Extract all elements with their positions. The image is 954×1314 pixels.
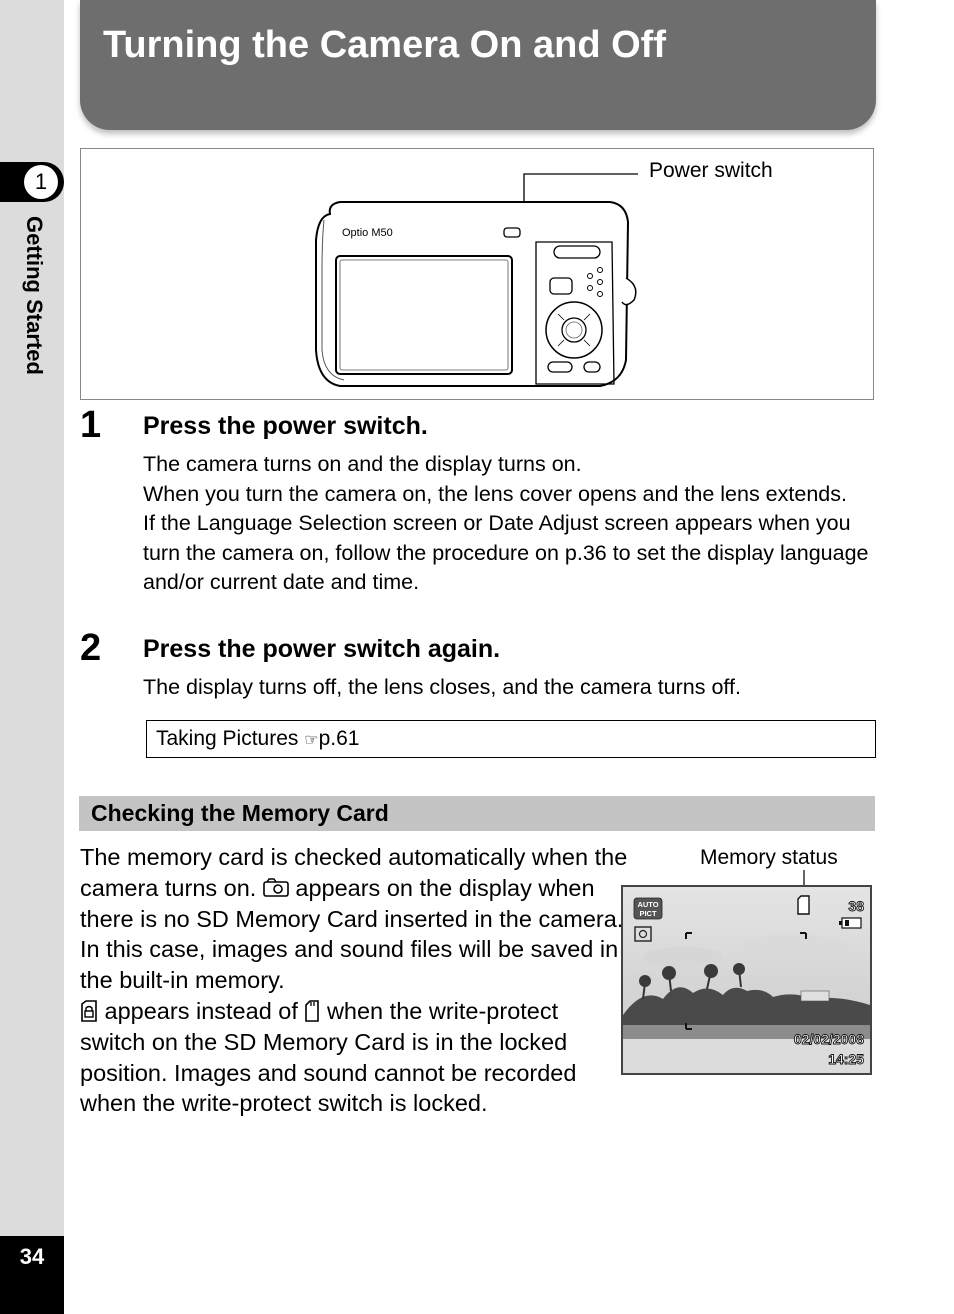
page-title: Turning the Camera On and Off	[103, 24, 666, 66]
memory-status-callout: Memory status	[700, 846, 838, 869]
para2-b: when the write-protect switch on the SD Memory Card is in the locked position. Images and sound cannot be recorded when the write-protect switch is locked.	[80, 997, 577, 1117]
power-switch-callout: Power switch	[649, 159, 773, 182]
step-1-line-1: The camera turns on and the display turns on.	[143, 452, 582, 476]
lcd-mode-bottom: PICT	[639, 909, 657, 918]
sd-card-icon	[304, 1000, 320, 1022]
step-2-number: 2	[80, 627, 102, 669]
lcd-time: 14:25	[828, 1051, 864, 1067]
step-2-line-1: The display turns off, the lens closes, and the camera turns off.	[143, 675, 741, 699]
battery-icon	[842, 918, 861, 928]
memory-status-icon	[798, 896, 809, 914]
locked-sd-card-icon	[80, 1000, 98, 1022]
reference-page[interactable]: p.61	[318, 727, 360, 750]
chapter-title: Getting Started	[22, 216, 47, 375]
lcd-date: 02/02/2008	[793, 1031, 864, 1047]
lcd-shots-remaining: 38	[848, 898, 864, 914]
reference-label: Taking Pictures	[156, 727, 299, 750]
step-1-number: 1	[80, 404, 102, 446]
step-2-heading: Press the power switch again.	[143, 635, 501, 663]
reference-box	[146, 720, 876, 758]
step-1-heading: Press the power switch.	[143, 412, 428, 440]
step-1-line-2: When you turn the camera on, the lens cover opens and the lens extends.	[143, 481, 847, 506]
lcd-display	[621, 885, 872, 1075]
brand-text: Optio M50	[342, 227, 393, 239]
chapter-number: 1	[24, 165, 58, 199]
para1-a: The memory card is checked automatically when the camera turns on.	[80, 844, 628, 901]
page-number: 34	[19, 1244, 45, 1269]
step-2-body	[143, 673, 883, 703]
lcd-mode-top: AUTO	[637, 900, 659, 909]
memory-card-text	[80, 842, 628, 1119]
para1-b: appears on the display when there is no SD Memory Card inserted in the camera. In this case, images and sound files will be saved in the built-in memory.	[80, 874, 624, 994]
pointing-hand-icon: ☞	[304, 732, 319, 749]
para2-a: appears instead of	[98, 997, 305, 1024]
step-1-line-3: If the Language Selection screen or Date Adjust screen appears when you turn the camera on, follow the procedure on p.36 to set the display language and/or current date and time.	[143, 511, 869, 594]
camera-back-illustration	[300, 160, 650, 392]
section-title: Checking the Memory Card	[91, 800, 389, 826]
step-1-body	[143, 450, 883, 598]
lcd-scene	[623, 887, 870, 1073]
internal-memory-icon	[263, 878, 289, 898]
